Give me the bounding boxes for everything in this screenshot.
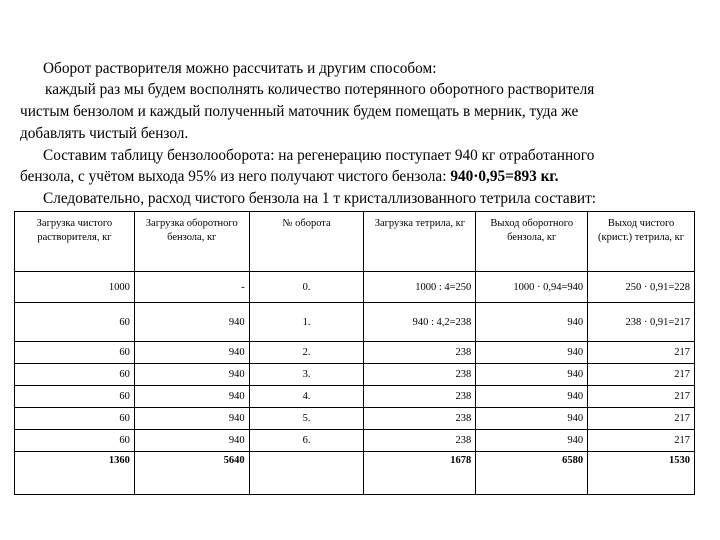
paragraph-line-1: Оборот растворителя можно рассчитать и другим способом:	[43, 60, 437, 77]
paragraph-line-6	[20, 166, 558, 187]
table-row	[15, 430, 695, 452]
paragraph-line-4: добавлять чистый бензол.	[20, 125, 189, 142]
header-cell: Загрузка чистого растворителя, кг	[15, 212, 135, 272]
header-cell: Загрузка тетрила, кг	[364, 212, 476, 272]
table-cell: 2.	[249, 342, 364, 364]
paragraph-line-7: Следовательно, расход чистого бензола на 1 т кристаллизованного тетрила составит:	[43, 190, 597, 207]
benzene-cycle-table	[14, 211, 695, 495]
table-cell: 940	[476, 408, 588, 430]
table-cell: 60	[15, 386, 135, 408]
table-cell: 217	[588, 430, 695, 452]
table-row	[15, 364, 695, 386]
table-cell: 940	[476, 430, 588, 452]
table-cell: 217	[588, 342, 695, 364]
table-cell: 940	[134, 386, 249, 408]
table-cell: 940	[476, 342, 588, 364]
header-cell: Выход оборотного бензола, кг	[476, 212, 588, 272]
table-cell: 60	[15, 430, 135, 452]
table-row	[15, 342, 695, 364]
table-cell: 60	[15, 303, 135, 342]
table-cell: 217	[588, 408, 695, 430]
header-cell: Загрузка оборотного бензола, кг	[134, 212, 249, 272]
table-cell: 238	[364, 430, 476, 452]
table-cell: 940 : 4,2=238	[364, 303, 476, 342]
paragraph-line-6-text: бензола, с учётом выхода 95% из него получают чистого бензола:	[20, 168, 451, 185]
table-cell: 250 · 0,91=228	[588, 272, 695, 303]
total-cell: 5640	[134, 452, 249, 495]
table-cell: 940	[134, 430, 249, 452]
paragraph-line-5: Составим таблицу бензолооборота: на регенерацию поступает 940 кг отработанного	[43, 147, 595, 164]
table-row	[15, 303, 695, 342]
table-cell: 6.	[249, 430, 364, 452]
table-cell: 940	[134, 364, 249, 386]
total-cell: 1360	[15, 452, 135, 495]
table-cell: 217	[588, 386, 695, 408]
table-cell: 0.	[249, 272, 364, 303]
table-cell: 1.	[249, 303, 364, 342]
table-cell: 60	[15, 364, 135, 386]
table-cell: 1000 · 0,94=940	[476, 272, 588, 303]
table-cell: 940	[134, 303, 249, 342]
table-row	[15, 408, 695, 430]
table-cell: 940	[134, 408, 249, 430]
table-cell: 60	[15, 408, 135, 430]
table-cell: 238	[364, 364, 476, 386]
table-cell: 940	[476, 386, 588, 408]
header-cell: № оборота	[249, 212, 364, 272]
table-cell: 217	[588, 364, 695, 386]
table-cell: 238 · 0,91=217	[588, 303, 695, 342]
table-cell: 238	[364, 408, 476, 430]
table-cell: 238	[364, 386, 476, 408]
table-cell: 5.	[249, 408, 364, 430]
table-cell: 238	[364, 342, 476, 364]
table-row	[15, 386, 695, 408]
table-row	[15, 272, 695, 303]
table-cell: 3.	[249, 364, 364, 386]
table-cell: 940	[476, 303, 588, 342]
table-cell: -	[134, 272, 249, 303]
table-cell: 1000	[15, 272, 135, 303]
table-header-row	[15, 212, 695, 272]
table-cell: 4.	[249, 386, 364, 408]
total-cell	[249, 452, 364, 495]
table-totals-row	[15, 452, 695, 495]
table-cell: 940	[134, 342, 249, 364]
table-cell: 940	[476, 364, 588, 386]
paragraph-line-3: чистым бензолом и каждый полученный маточник будем помещать в мерник, туда же	[20, 103, 579, 120]
header-cell: Выход чистого (крист.) тетрила, кг	[588, 212, 695, 272]
paragraph-line-6-result: 940·0,95=893 кг.	[450, 168, 559, 185]
total-cell: 6580	[476, 452, 588, 495]
table-cell: 1000 : 4=250	[364, 272, 476, 303]
table-cell: 60	[15, 342, 135, 364]
total-cell: 1678	[364, 452, 476, 495]
paragraph-line-2: каждый раз мы будем восполнять количество потерянного оборотного растворителя	[45, 81, 595, 98]
total-cell: 1530	[588, 452, 695, 495]
